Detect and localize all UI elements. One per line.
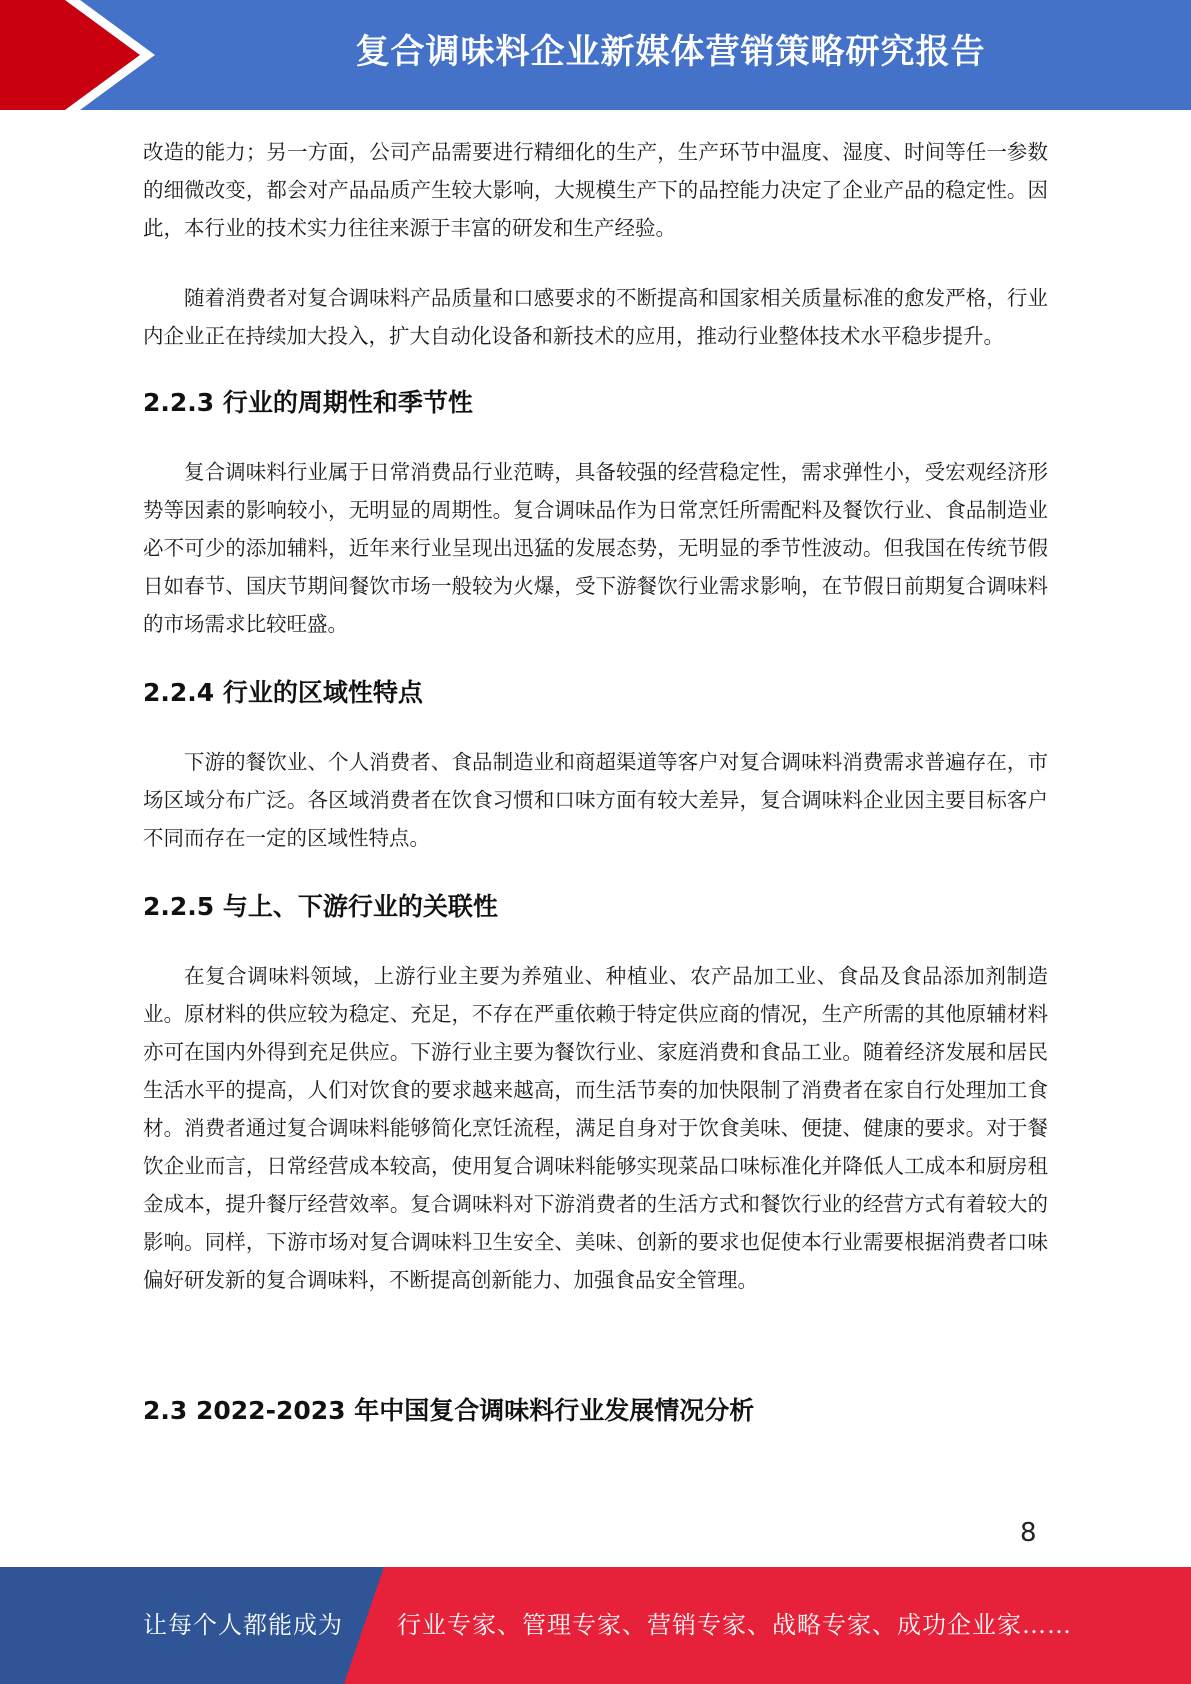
report-title: 复合调味料企业新媒体营销策略研究报告 bbox=[355, 32, 986, 72]
paragraph-industry-chain: 在复合调味料领域，上游行业主要为养殖业、种植业、农产品加工业、食品及食品添加剂制造业。原材料的供应较为稳定、充足，不存在严重依赖于特定供应商的情况，生产所需的其他原辅材料亦可在国内外得到充足供应。下游行业主要为餐饮行业、家庭消费和食品工业。随着经济发展和居民生活水平的提高，人们对饮食的要求越来越高，而生活节奏的加快限制了消费者在家自行处理加工食材。消费者通过复合调味料能够简化烹饪流程，满足自身对于饮食美味、便捷、健康的要求。对于餐饮企业而言，日常经营成本较高，使用复合调味料能够实现菜品口味标准化并降低人工成本和厨房租金成本，提升餐厅经营效率。复合调味料对下游消费者的生活方式和餐饮行业的经营方式有着较大的影响。同样，下游市场对复合调味料卫生安全、美味、创新的要求也促使本行业需要根据消费者口味偏好研发新的复合调味料，不断提高创新能力、加强食品安全管理。 bbox=[143, 964, 1048, 1292]
page-number: 8 bbox=[1020, 1518, 1037, 1548]
section-heading-2-2-3: 2.2.3 行业的周期性和季节性 bbox=[143, 388, 473, 417]
document-body bbox=[143, 133, 1048, 1431]
page-header bbox=[0, 0, 1191, 110]
paragraph-cyclicality: 复合调味料行业属于日常消费品行业范畴，具备较强的经营稳定性，需求弹性小，受宏观经济形势等因素的影响较小，无明显的周期性。复合调味品作为日常烹饪所需配料及餐饮行业、食品制造业必不可少的添加辅料，近年来行业呈现出迅猛的发展态势，无明显的季节性波动。但我国在传统节假日如春节、国庆节期间餐饮市场一般较为火爆，受下游餐饮行业需求影响，在节假日前期复合调味料的市场需求比较旺盛。 bbox=[143, 460, 1048, 636]
section-heading-2-3: 2.3 2022-2023 年中国复合调味料行业发展情况分析 bbox=[143, 1396, 755, 1425]
section-heading-2-2-4: 2.2.4 行业的区域性特点 bbox=[143, 678, 423, 707]
paragraph-regional: 下游的餐饮业、个人消费者、食品制造业和商超渠道等客户对复合调味料消费需求普遍存在，市场区域分布广泛。各区域消费者在饮食习惯和口味方面有较大差异，复合调味料企业因主要目标客户不同而存在一定的区域性特点。 bbox=[143, 750, 1048, 850]
section-heading-2-2-5: 2.2.5 与上、下游行业的关联性 bbox=[143, 892, 498, 921]
footer-slogan-right: 行业专家、管理专家、营销专家、战略专家、成功企业家…… bbox=[397, 1611, 1072, 1639]
header-chevron-decoration bbox=[0, 0, 160, 110]
footer-slogan-left: 让每个人都能成为 bbox=[143, 1611, 343, 1639]
paragraph-tech-level: 随着消费者对复合调味料产品质量和口感要求的不断提高和国家相关质量标准的愈发严格，行业内企业正在持续加大投入，扩大自动化设备和新技术的应用，推动行业整体技术水平稳步提升。 bbox=[143, 286, 1048, 348]
page-footer bbox=[0, 1567, 1191, 1684]
paragraph-continuation: 改造的能力；另一方面，公司产品需要进行精细化的生产，生产环节中温度、湿度、时间等任一参数的细微改变，都会对产品品质产生较大影响，大规模生产下的品控能力决定了企业产品的稳定性。因此，本行业的技术实力往往来源于丰富的研发和生产经验。 bbox=[143, 140, 1048, 240]
